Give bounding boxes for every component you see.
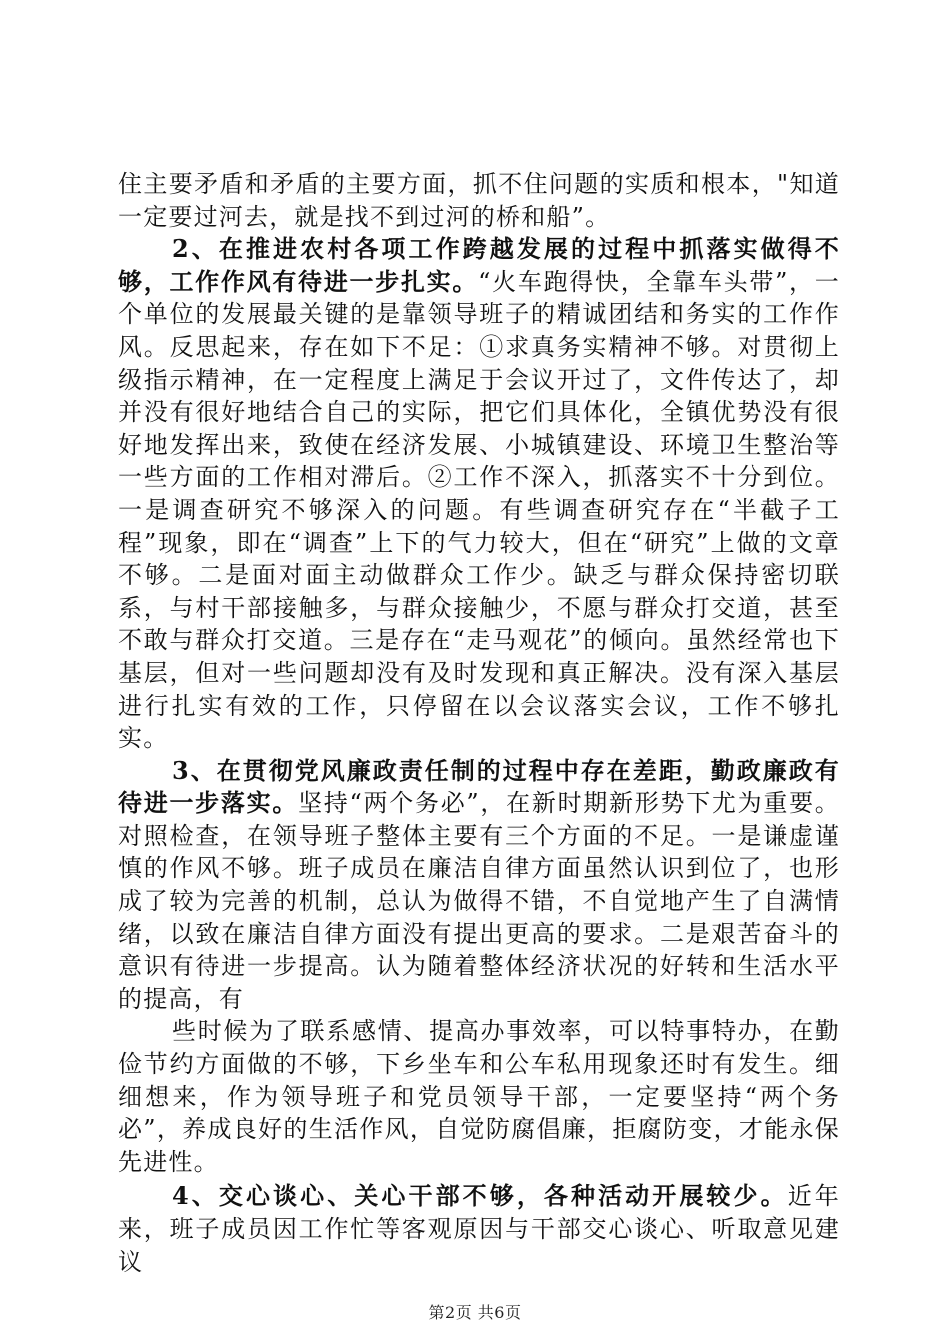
paragraph-item-3 bbox=[118, 755, 840, 1016]
paragraph-heading: 4、交心谈心、关心干部不够，各种活动开展较少。 bbox=[172, 1181, 788, 1211]
paragraph-item-4 bbox=[118, 1180, 840, 1278]
paragraph-text: 些时候为了联系感情、提高办事效率，可以特事特办，在勤俭节约方面做的不够，下乡坐车和公车私用现象还时有发生。细细想来，作为领导班子和党员领导干部，一定要坚持“两个务必”，养成良好的生活作风，自觉防腐倡廉，拒腐防变，才能永保先进性。 bbox=[118, 1017, 840, 1176]
paragraph-text: 近年来，班子成员因工作忙等客观原因与干部交心谈心、听取意见建议 bbox=[118, 1182, 840, 1276]
paragraph-continued bbox=[118, 1015, 840, 1178]
paragraph-heading: 3、在贯彻党风廉政责任制的过程中存在差距，勤政廉政有待进一步落实。 bbox=[118, 755, 840, 818]
paragraph-item-2 bbox=[118, 233, 840, 755]
paragraph-text: 住主要矛盾和矛盾的主要方面，抓不住问题的实质和根本，"知道一定要过河去，就是找不到过河的桥和船”。 bbox=[118, 170, 840, 231]
page-number-footer: 第2页 共6页 bbox=[428, 1303, 522, 1322]
paragraph-text: 坚持“两个务必”，在新时期新形势下尤为重要。对照检查，在领导班子整体主要有三个方面的不足。一是谦虚谨慎的作风不够。班子成员在廉洁自律方面虽然认识到位了，也形成了较为完善的机制，总认为做得不错，不自觉地产生了自满情绪，以致在廉洁自律方面没有提出更高的要求。二是艰苦奋斗的意识有待进一步提高。认为随着整体经济状况的好转和生活水平的提高，有 bbox=[118, 789, 841, 1013]
paragraph-text: “火车跑得快，全靠车头带”，一个单位的发展最关键的是靠领导班子的精诚团结和务实的工作作风。反思起来，存在如下不足：①求真务实精神不够。对贯彻上级指示精神，在一定程度上满足于会议开过了，文件传达了，却并没有很好地结合自己的实际，把它们具体化，全镇优势没有很好地发挥出来，致使在经济发展、小城镇建设、环境卫生整治等一些方面的工作相对滞后。②工作不深入，抓落实不十分到位。一是调查研究不够深入的问题。有些调查研究存在“半截子工程”现象，即在“调查”上下的气力较大，但在“研究”上做的文章不够。二是面对面主动做群众工作少。缺乏与群众保持密切联系，与村干部接触多，与群众接触少，不愿与群众打交道，甚至不敢与群众打交道。三是存在“走马观花”的倾向。虽然经常也下基层，但对一些问题却没有及时发现和真正解决。没有深入基层进行扎实有效的工作，只停留在以会议落实会议，工作不够扎实。 bbox=[118, 267, 840, 753]
paragraph-continuation bbox=[118, 168, 840, 233]
paragraph-heading: 2、在推进农村各项工作跨越发展的过程中抓落实做得不够，工作作风有待进一步扎实。 bbox=[118, 234, 840, 296]
document-body bbox=[118, 168, 840, 1278]
